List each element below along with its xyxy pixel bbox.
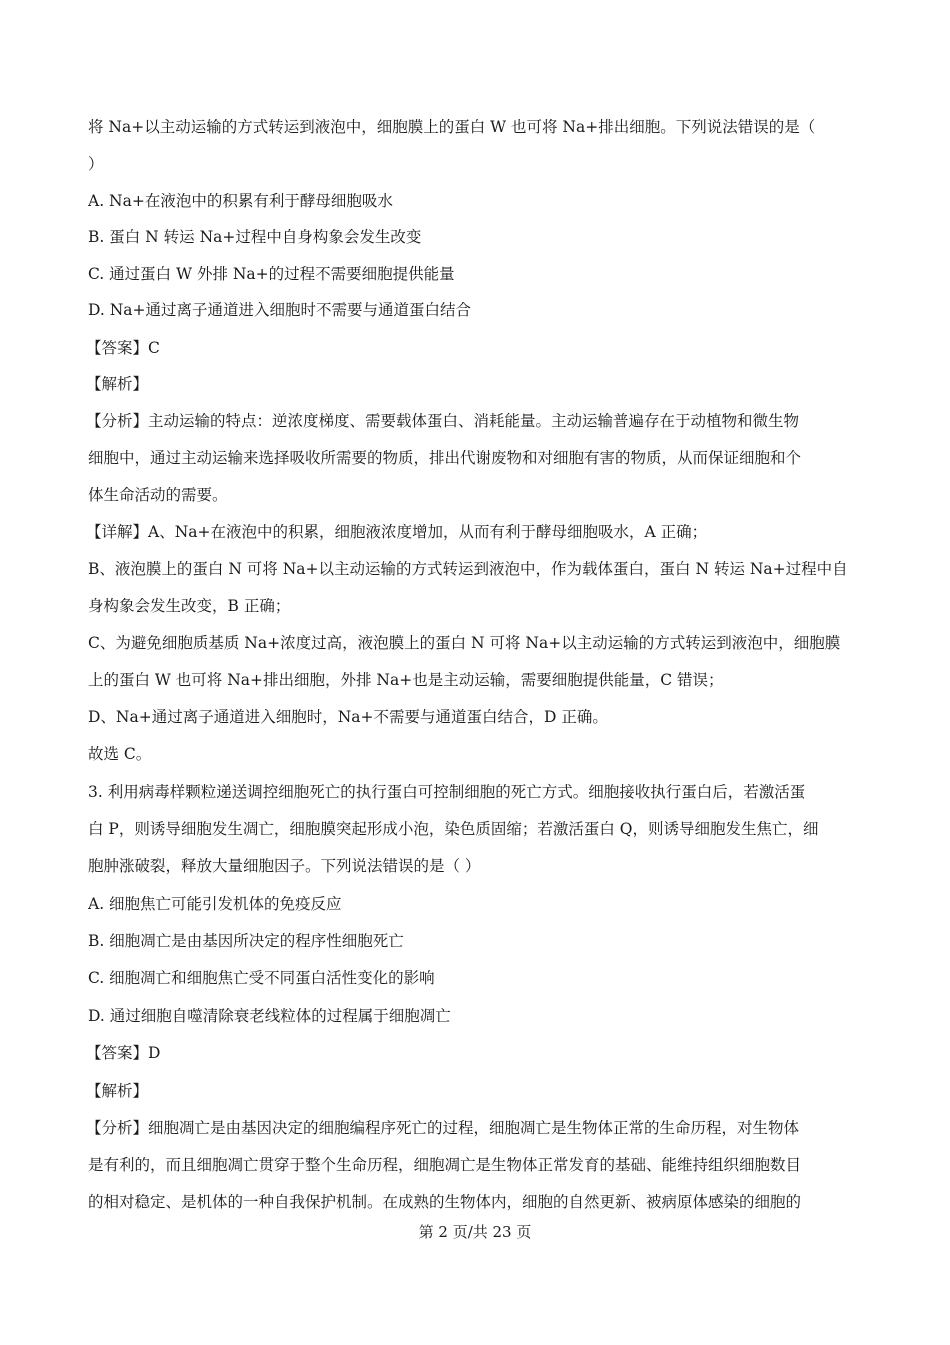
- q2-option-d: D. Na+通过离子通道进入细胞时不需要与通道蛋白结合: [88, 301, 472, 319]
- q2-detail-line-2: B、液泡膜上的蛋白 N 可将 Na+以主动运输的方式转运到液泡中，作为载体蛋白，蛋白 N 转运 Na+过程中自: [88, 560, 848, 578]
- q3-option-a: A. 细胞焦亡可能引发机体的免疫反应: [88, 895, 342, 913]
- q3-option-c: C. 细胞凋亡和细胞焦亡受不同蛋白活性变化的影响: [88, 969, 435, 987]
- q3-analysis-line-1: 【分析】细胞凋亡是由基因决定的细胞编程序死亡的过程，细胞凋亡是生物体正常的生命历程，对生物体: [86, 1119, 800, 1137]
- q2-option-a: A. Na+在液泡中的积累有利于酵母细胞吸水: [88, 192, 393, 210]
- q2-detail-line-6: D、Na+通过离子通道进入细胞时，Na+不需要与通道蛋白结合，D 正确。: [88, 708, 608, 726]
- q2-option-c: C. 通过蛋白 W 外排 Na+的过程不需要细胞提供能量: [88, 265, 455, 283]
- q2-stem-line-2: ）: [88, 155, 104, 173]
- q3-stem-line-1: 3. 利用病毒样颗粒递送调控细胞死亡的执行蛋白可控制细胞的死亡方式。细胞接收执行蛋白后，若激活蛋: [88, 783, 806, 801]
- q3-analysis-title: 【解析】: [86, 1082, 149, 1100]
- q3-option-b: B. 细胞凋亡是由基因所决定的程序性细胞死亡: [88, 932, 404, 950]
- q3-stem-line-2: 白 P，则诱导细胞发生凋亡，细胞膜突起形成小泡，染色质固缩；若激活蛋白 Q，则诱导细胞发生焦亡，细: [88, 820, 819, 838]
- q2-detail-line-4: C、为避免细胞质基质 Na+浓度过高，液泡膜上的蛋白 N 可将 Na+以主动运输的方式转运到液泡中，细胞膜: [88, 634, 841, 652]
- page-number-footer: 第 2 页/共 23 页: [418, 1223, 532, 1241]
- q2-detail-line-1: 【详解】A、Na+在液泡中的积累，细胞液浓度增加，从而有利于酵母细胞吸水，A 正确；: [86, 523, 708, 541]
- q2-analysis-line-2: 细胞中，通过主动运输来选择吸收所需要的物质，排出代谢废物和对细胞有害的物质，从而保证细胞和个: [88, 449, 802, 467]
- q2-analysis-line-1: 【分析】主动运输的特点：逆浓度梯度、需要载体蛋白、消耗能量。主动运输普遍存在于动植物和微生物: [86, 412, 800, 430]
- q3-analysis-line-3: 的相对稳定、是机体的一种自我保护机制。在成熟的生物体内，细胞的自然更新、被病原体感染的细胞的: [88, 1193, 802, 1211]
- q3-option-d: D. 通过细胞自噬清除衰老线粒体的过程属于细胞凋亡: [88, 1007, 451, 1025]
- q3-stem-line-3: 胞肿涨破裂，释放大量细胞因子。下列说法错误的是（ ）: [88, 857, 481, 875]
- q2-detail-line-3: 身构象会发生改变，B 正确；: [88, 597, 291, 615]
- q3-analysis-line-2: 是有利的，而且细胞凋亡贯穿于整个生命历程，细胞凋亡是生物体正常发育的基础、能维持组织细胞数目: [88, 1156, 802, 1174]
- q3-answer: 【答案】D: [86, 1044, 161, 1062]
- q2-analysis-line-3: 体生命活动的需要。: [88, 486, 228, 504]
- q2-option-b: B. 蛋白 N 转运 Na+过程中自身构象会发生改变: [88, 228, 422, 246]
- q2-detail-line-5: 上的蛋白 W 也可将 Na+排出细胞，外排 Na+也是主动运输，需要细胞提供能量，C 错误；: [88, 671, 724, 689]
- q2-stem-line-1: 将 Na+以主动运输的方式转运到液泡中，细胞膜上的蛋白 W 也可将 Na+排出细胞。下列说法错误的是（: [88, 118, 816, 136]
- q2-analysis-title: 【解析】: [86, 375, 149, 393]
- q2-conclusion: 故选 C。: [88, 745, 152, 763]
- q2-answer: 【答案】C: [86, 339, 160, 357]
